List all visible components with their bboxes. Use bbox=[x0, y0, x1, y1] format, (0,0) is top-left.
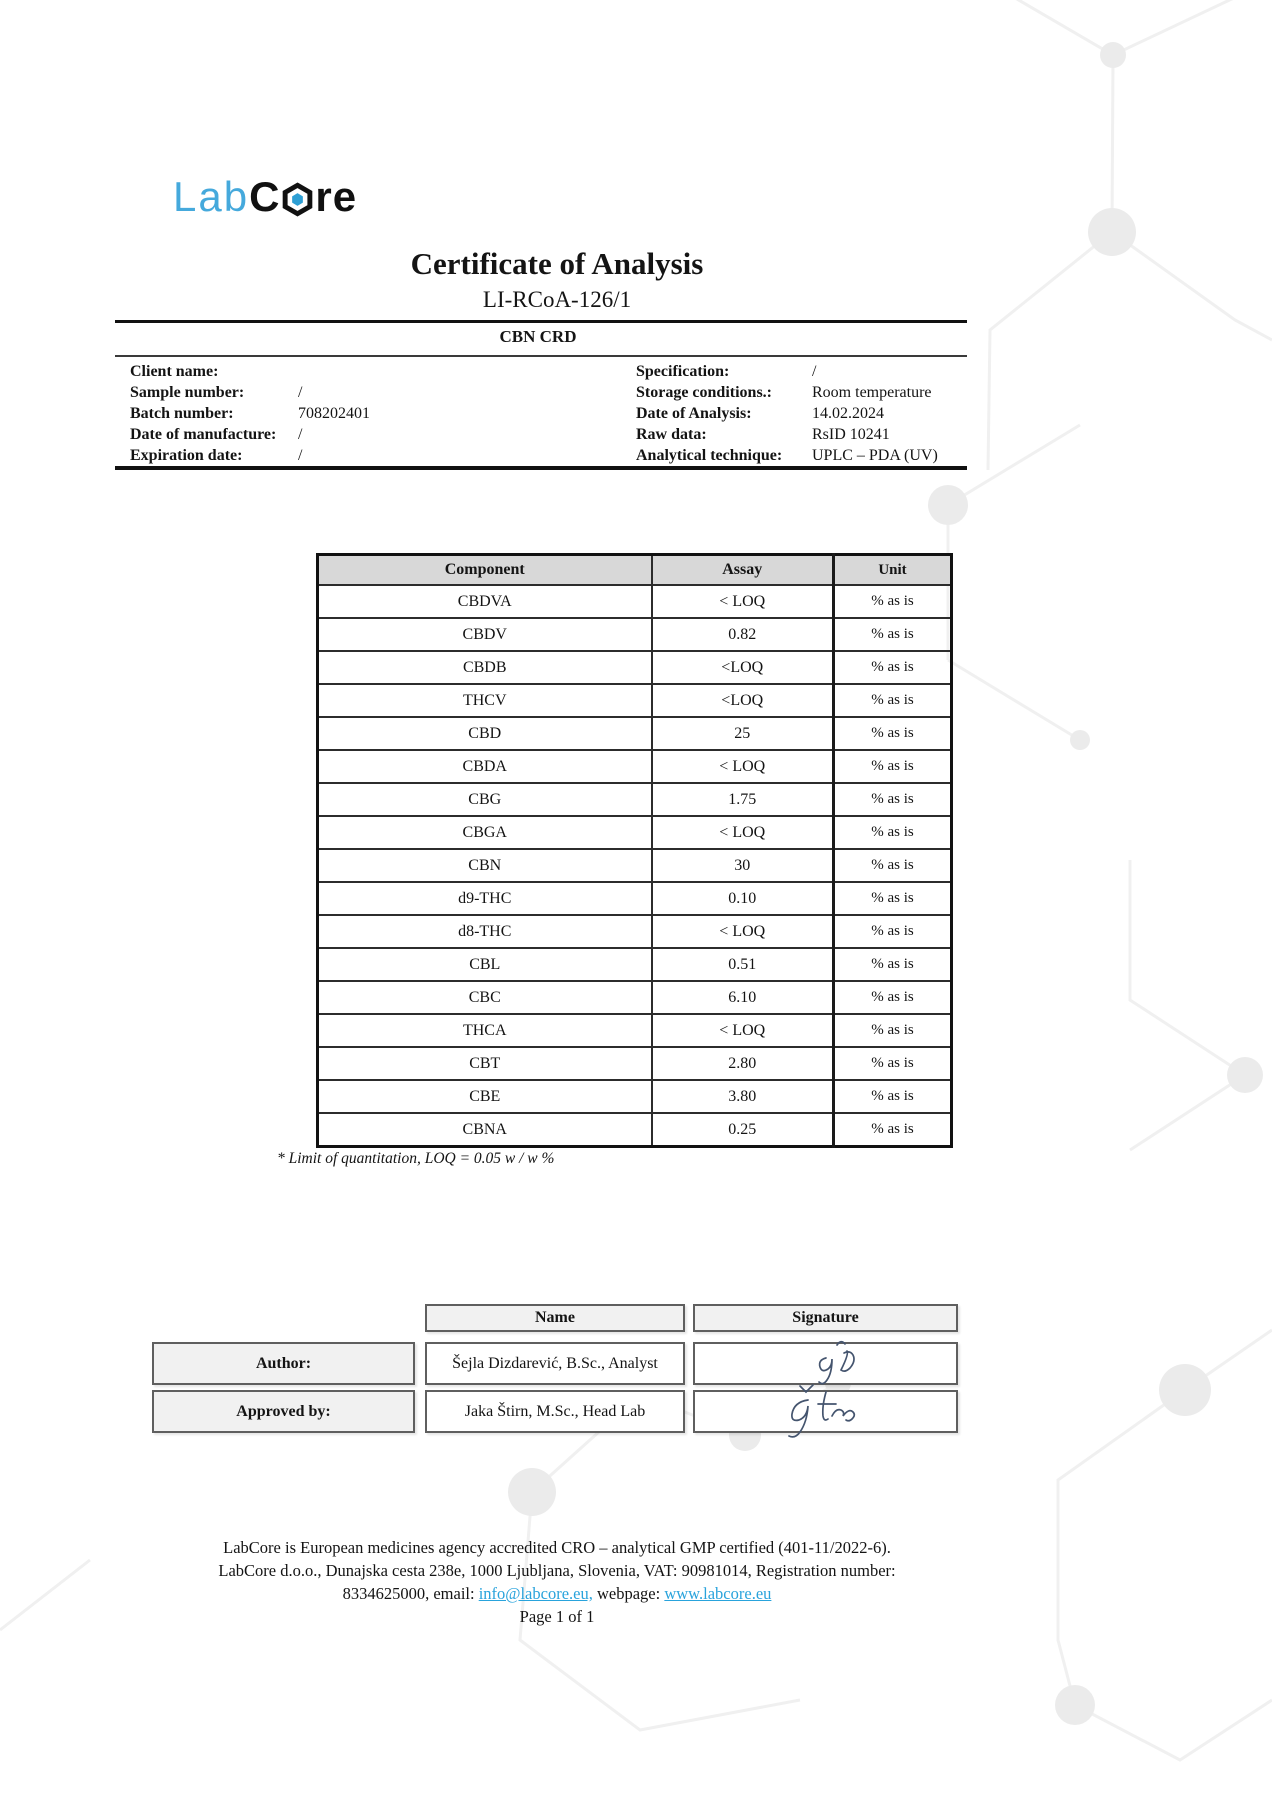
assay-table bbox=[316, 553, 953, 1148]
author-name: Šejla Dizdarević, B.Sc., Analyst bbox=[425, 1342, 685, 1385]
info-field-value: / bbox=[298, 447, 303, 464]
assay-table-row bbox=[318, 1113, 952, 1147]
info-field-label: Date of Analysis: bbox=[636, 405, 752, 422]
assay-cell: <LOQ bbox=[652, 651, 834, 684]
assay-table-row bbox=[318, 618, 952, 651]
info-field-label: Specification: bbox=[636, 363, 730, 380]
info-field-value: / bbox=[298, 426, 303, 443]
footer-contact-prefix: 8334625000, email: bbox=[342, 1584, 479, 1603]
component-cell: CBE bbox=[318, 1080, 652, 1113]
info-right-column bbox=[636, 361, 976, 466]
assay-table-row bbox=[318, 717, 952, 750]
unit-cell: % as is bbox=[834, 1080, 952, 1113]
component-cell: CBT bbox=[318, 1047, 652, 1080]
component-cell: CBNA bbox=[318, 1113, 652, 1147]
component-cell: CBC bbox=[318, 981, 652, 1014]
approved-role-label: Approved by: bbox=[152, 1390, 415, 1433]
page-title: Certificate of Analysis bbox=[410, 246, 704, 281]
email-link[interactable]: info@labcore.eu, bbox=[478, 1584, 593, 1603]
assay-cell: < LOQ bbox=[652, 816, 834, 849]
assay-table-row bbox=[318, 1080, 952, 1113]
component-cell: d9-THC bbox=[318, 882, 652, 915]
name-column-header: Name bbox=[425, 1304, 685, 1332]
component-cell: CBDB bbox=[318, 651, 652, 684]
assay-table-row bbox=[318, 816, 952, 849]
component-cell: CBGA bbox=[318, 816, 652, 849]
assay-cell: 2.80 bbox=[652, 1047, 834, 1080]
info-field-row bbox=[130, 403, 610, 424]
unit-cell: % as is bbox=[834, 1014, 952, 1047]
info-field-row bbox=[636, 424, 976, 445]
component-cell: d8-THC bbox=[318, 915, 652, 948]
assay-cell: 25 bbox=[652, 717, 834, 750]
component-cell: CBDVA bbox=[318, 585, 652, 618]
unit-cell: % as is bbox=[834, 618, 952, 651]
info-field-label: Raw data: bbox=[636, 426, 707, 443]
assay-cell: < LOQ bbox=[652, 1014, 834, 1047]
info-field-row bbox=[636, 382, 976, 403]
page-indicator: Page 1 of 1 bbox=[519, 1607, 595, 1626]
assay-cell: < LOQ bbox=[652, 915, 834, 948]
assay-cell: 1.75 bbox=[652, 783, 834, 816]
logo-text-lab: Lab bbox=[173, 173, 250, 220]
info-field-value: / bbox=[298, 384, 303, 401]
col-header-unit: Unit bbox=[834, 555, 952, 586]
assay-cell: 0.10 bbox=[652, 882, 834, 915]
author-role-label: Author: bbox=[152, 1342, 415, 1385]
component-cell: CBD bbox=[318, 717, 652, 750]
assay-cell: < LOQ bbox=[652, 750, 834, 783]
info-field-row bbox=[130, 424, 610, 445]
assay-table-row bbox=[318, 948, 952, 981]
info-field-value: RsID 10241 bbox=[812, 426, 890, 443]
info-field-value: 14.02.2024 bbox=[812, 405, 884, 422]
unit-cell: % as is bbox=[834, 585, 952, 618]
document-number: LI-RCoA-126/1 bbox=[482, 287, 632, 312]
unit-cell: % as is bbox=[834, 750, 952, 783]
unit-cell: % as is bbox=[834, 816, 952, 849]
signature-column-header: Signature bbox=[693, 1304, 958, 1332]
assay-table-row bbox=[318, 1014, 952, 1047]
component-cell: CBDA bbox=[318, 750, 652, 783]
component-cell: CBL bbox=[318, 948, 652, 981]
loq-footnote: * Limit of quantitation, LOQ = 0.05 w / w % bbox=[277, 1150, 555, 1167]
unit-cell: % as is bbox=[834, 783, 952, 816]
col-header-assay: Assay bbox=[652, 555, 834, 586]
unit-cell: % as is bbox=[834, 882, 952, 915]
assay-cell: 0.82 bbox=[652, 618, 834, 651]
component-cell: CBG bbox=[318, 783, 652, 816]
unit-cell: % as is bbox=[834, 981, 952, 1014]
footer bbox=[115, 1536, 999, 1628]
info-field-label: Analytical technique: bbox=[636, 447, 783, 464]
approved-name: Jaka Štirn, M.Sc., Head Lab bbox=[425, 1390, 685, 1433]
col-header-component: Component bbox=[318, 555, 652, 586]
info-field-label: Date of manufacture: bbox=[130, 426, 277, 443]
footer-contact-mid: webpage: bbox=[592, 1584, 665, 1603]
assay-table-row bbox=[318, 915, 952, 948]
approved-signature-box bbox=[693, 1390, 958, 1433]
info-field-row bbox=[130, 445, 610, 466]
info-field-row bbox=[636, 445, 976, 466]
logo-text-re: re bbox=[315, 173, 358, 220]
info-field-value: / bbox=[812, 363, 817, 380]
unit-cell: % as is bbox=[834, 651, 952, 684]
info-field-value bbox=[298, 361, 610, 382]
component-cell: CBDV bbox=[318, 618, 652, 651]
assay-cell: < LOQ bbox=[652, 585, 834, 618]
divider-bottom-thick bbox=[115, 466, 967, 470]
assay-table-header-row bbox=[318, 555, 952, 586]
component-cell: THCV bbox=[318, 684, 652, 717]
divider-thin bbox=[115, 355, 967, 357]
assay-cell: <LOQ bbox=[652, 684, 834, 717]
info-left-column bbox=[130, 361, 610, 466]
info-field-label: Expiration date: bbox=[130, 447, 243, 464]
assay-table-row bbox=[318, 849, 952, 882]
assay-table-row bbox=[318, 1047, 952, 1080]
assay-table-row bbox=[318, 684, 952, 717]
unit-cell: % as is bbox=[834, 717, 952, 750]
info-field-label: Batch number: bbox=[130, 405, 234, 422]
footer-accreditation: LabCore is European medicines agency accredited CRO – analytical GMP certified (401-11/2022-6). bbox=[223, 1538, 891, 1557]
product-name: CBN CRD bbox=[499, 327, 577, 346]
webpage-link[interactable]: www.labcore.eu bbox=[664, 1584, 772, 1603]
assay-cell: 6.10 bbox=[652, 981, 834, 1014]
info-field-label: Sample number: bbox=[130, 384, 245, 401]
assay-table-row bbox=[318, 651, 952, 684]
assay-cell: 0.25 bbox=[652, 1113, 834, 1147]
unit-cell: % as is bbox=[834, 915, 952, 948]
info-field-value: Room temperature bbox=[812, 384, 932, 401]
info-field-label: Storage conditions.: bbox=[636, 384, 772, 401]
divider-top-thick bbox=[115, 320, 967, 323]
unit-cell: % as is bbox=[834, 684, 952, 717]
assay-table-row bbox=[318, 981, 952, 1014]
assay-table-row bbox=[318, 750, 952, 783]
info-field-row bbox=[130, 382, 610, 403]
footer-company-info: LabCore d.o.o., Dunajska cesta 238e, 1000 Ljubljana, Slovenia, VAT: 90981014, Registration number: bbox=[218, 1561, 896, 1580]
info-field-value: UPLC – PDA (UV) bbox=[812, 447, 938, 464]
info-field-row bbox=[636, 361, 976, 382]
unit-cell: % as is bbox=[834, 1113, 952, 1147]
labcore-logo bbox=[173, 173, 358, 220]
info-field-value: 708202401 bbox=[298, 405, 370, 422]
logo-text-c: C bbox=[249, 173, 281, 220]
assay-cell: 3.80 bbox=[652, 1080, 834, 1113]
unit-cell: % as is bbox=[834, 849, 952, 882]
info-field-row bbox=[636, 403, 976, 424]
component-cell: THCA bbox=[318, 1014, 652, 1047]
info-field-row bbox=[130, 361, 610, 382]
logo-hexagon-icon bbox=[281, 182, 314, 217]
approved-signature-scribble bbox=[770, 1378, 880, 1440]
unit-cell: % as is bbox=[834, 1047, 952, 1080]
footer-contact-line bbox=[115, 1582, 999, 1605]
assay-cell: 30 bbox=[652, 849, 834, 882]
assay-cell: 0.51 bbox=[652, 948, 834, 981]
assay-table-row bbox=[318, 585, 952, 618]
component-cell: CBN bbox=[318, 849, 652, 882]
assay-table-row bbox=[318, 783, 952, 816]
info-field-label: Client name: bbox=[130, 363, 219, 380]
unit-cell: % as is bbox=[834, 948, 952, 981]
assay-table-row bbox=[318, 882, 952, 915]
